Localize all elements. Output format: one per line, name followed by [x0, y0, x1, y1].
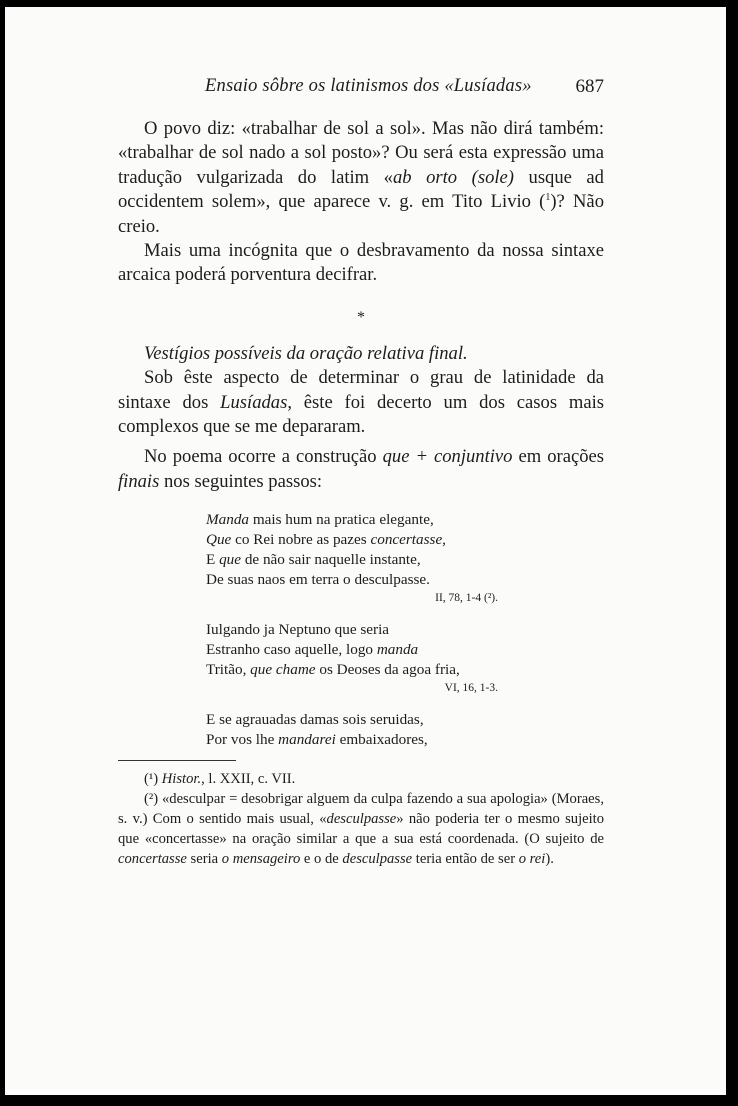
verse-reference: VI, 16, 1-3. [444, 682, 498, 695]
running-header [205, 76, 604, 104]
verse-line [206, 550, 506, 570]
paragraph [118, 445, 604, 494]
verse-emphasis: manda [376, 641, 419, 659]
running-title: Ensaio sôbre os latinismos dos «Lusíadas» [205, 76, 532, 96]
footnote-divider [118, 760, 236, 761]
footnote-text: teria então de ser [412, 851, 519, 868]
footnote-text: e o de [300, 851, 343, 868]
footnote-text: ). [545, 851, 554, 868]
verse-text: mais hum na pratica elegante, [249, 511, 434, 529]
text-run: em orações [512, 446, 604, 468]
footnote [118, 769, 604, 789]
paragraph: Mais uma incógnita que o desbravamento da nossa sintaxe arcaica poderá porventura decifrar. [118, 240, 604, 286]
verse-line [206, 510, 506, 530]
verse-line: Iulgando ja Neptuno que seria [206, 621, 390, 639]
verse-text: Tritão, [206, 661, 251, 679]
footnote [118, 789, 604, 869]
text-run: Sob êste aspecto de determinar o grau de latinidade da sintaxe dos [118, 367, 604, 413]
construction-term: que + conjuntivo [382, 446, 513, 468]
verse-emphasis: Que [206, 531, 232, 549]
work-title: Lusíadas [220, 391, 288, 413]
footnote-emphasis: desculpasse [342, 851, 413, 868]
verse-emphasis: que [219, 551, 242, 569]
verse-line [206, 730, 506, 750]
footnote-reference: 1 [545, 192, 551, 204]
footnote-text: seria [186, 851, 222, 868]
paragraph [118, 117, 604, 239]
verse-text: co Rei nobre as pazes [231, 531, 371, 549]
footnote-mark: (¹) [144, 771, 159, 788]
text-run: No poema ocorre a construção [144, 446, 383, 468]
verse-line [206, 660, 506, 680]
text-run: usque ad occidentem solem», que aparece v. g. em Tito Livio ( [118, 166, 604, 213]
verse-line: De suas naos em terra o desculpasse. [206, 571, 430, 589]
footnote-emphasis: o mensageiro [221, 851, 301, 868]
footnote-text: «desculpar = desobrigar alguem da culpa fazendo a sua apologia» (Moraes, s. v.) Com o sentido mais usual, « [118, 791, 604, 828]
scanned-page [5, 7, 726, 1095]
verse-quote [206, 510, 506, 606]
footnote-text: » não poderia ter o mesmo sujeito que «concertasse» na oração similar a que a sua está coordenada. (O sujeito de [118, 811, 605, 848]
verse-text: embaixadores, [335, 731, 428, 749]
verse-emphasis: que chame [250, 661, 316, 679]
verse-text: Por vos lhe [206, 731, 279, 749]
section-title: Vestígios possíveis da oração relativa final. [144, 342, 468, 364]
term-finais: finais [118, 470, 160, 492]
verse-reference: II, 78, 1-4 (²). [435, 592, 498, 605]
verse-emphasis: mandarei [278, 731, 336, 749]
text-run: nos seguintes passos: [159, 470, 323, 492]
paragraph [118, 366, 604, 439]
footnotes [118, 769, 604, 869]
verse-text: E [206, 551, 220, 569]
footnote-mark: (²) [144, 791, 159, 808]
verse-text: de não sair naquelle instante, [241, 551, 421, 569]
verse-line [206, 640, 506, 660]
verse-quote [206, 620, 506, 696]
main-text [118, 117, 604, 869]
verse-emphasis: concertasse, [370, 531, 446, 549]
verse-emphasis: Manda [206, 511, 250, 529]
verse-line: E se agrauadas damas sois seruidas, [206, 711, 424, 729]
verse-line [206, 530, 506, 550]
verse-quote [206, 710, 506, 750]
text-run: )? Não creio. [118, 191, 604, 237]
text-run: O povo diz: «trabalhar de sol a sol». Mas não dirá também: «trabalhar de sol nado a sol posto»? Ou será esta expressão uma tradução vulgarizada do latim « [118, 118, 604, 188]
latin-phrase: ab orto (sole) [392, 166, 514, 188]
footnote-text: , l. XXII, c. VII. [201, 771, 296, 788]
verse-text: os Deoses da agoa fria, [315, 661, 460, 679]
page-number: 687 [575, 76, 604, 97]
text-run: , êste foi decerto um dos casos mais complexos que se me depararam. [118, 391, 604, 438]
footnote-emphasis: Histor. [161, 771, 202, 788]
verse-text: Estranho caso aquelle, logo [206, 641, 377, 659]
footnote-emphasis: concertasse [118, 851, 187, 868]
section-asterisk: * [357, 308, 365, 326]
footnote-emphasis: o rei [518, 851, 546, 868]
footnote-emphasis: desculpasse [326, 811, 397, 828]
